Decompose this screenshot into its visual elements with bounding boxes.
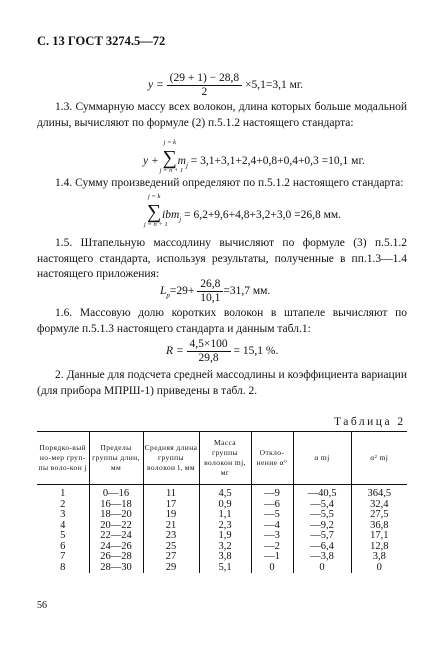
- table-cell: 5: [60, 530, 66, 541]
- equation-sum-mass: [143, 139, 365, 174]
- eq2-sum-upper: j = k: [163, 139, 176, 146]
- header-mean-length: Средняя длина группы волокон l, мм: [143, 432, 199, 485]
- header-length-limits: Пределы группы длин, мм: [89, 432, 143, 485]
- header-mass: Масса группы волокон mj, мг: [199, 432, 251, 485]
- table-cell: 3,8: [199, 552, 251, 563]
- header-alpha-m: α mj: [293, 432, 351, 485]
- table-cell: 27,5: [351, 510, 407, 521]
- table-row: [37, 510, 407, 521]
- eq3-sum-lower: j = n + 1: [144, 221, 168, 228]
- table-cell: 1,9: [199, 531, 251, 542]
- header-group-number: Порядко-вый но-мер груп-пы воло-кон j: [37, 432, 89, 485]
- eq3-sigma: j = k ∑ j = n + 1: [144, 193, 168, 228]
- table-cell: 17: [143, 500, 199, 511]
- table-cell: 6: [60, 540, 66, 552]
- table-cell: 4,5: [199, 485, 251, 500]
- table-cell: 1,1: [199, 510, 251, 521]
- table-cell: 24—26: [89, 542, 143, 553]
- eq1-denominator: 2: [201, 86, 208, 98]
- page-number: 56: [37, 600, 47, 611]
- eq4-rhs: =31,7 мм.: [223, 285, 271, 298]
- table-row: [37, 552, 407, 563]
- eq2-lhs: y +: [143, 155, 159, 167]
- table-cell: 2: [60, 498, 66, 510]
- eq5-fraction: [187, 338, 231, 365]
- paragraph-1-6: 1.6. Массовую долю коротких волокон в штапеле вычисляют по формуле п.5.1.3 настоящего стандарта и данным табл.1:: [37, 307, 407, 335]
- eq3-var: ibm: [162, 209, 180, 221]
- table-cell: 16—18: [89, 500, 143, 511]
- table-cell: 0: [293, 563, 351, 574]
- table-header-row: [37, 432, 407, 485]
- table-cell: 20—22: [89, 521, 143, 532]
- table-cell: 3: [60, 509, 66, 520]
- eq5-numerator: 4,5×100: [187, 338, 231, 352]
- equation-sum-products: [144, 193, 342, 228]
- table-cell: 12,8: [351, 542, 407, 553]
- table-cell: —3: [251, 531, 293, 542]
- eq2-sub: j: [185, 161, 188, 170]
- eq2-sigma: j = k ∑ j = n + 1: [159, 139, 184, 174]
- table-cell: 27: [143, 552, 199, 563]
- table-body: [37, 485, 407, 574]
- eq3-sum-upper: j = k: [148, 193, 161, 200]
- table-cell: 11: [143, 485, 199, 500]
- eq4-fraction: [197, 278, 223, 305]
- page-header: С. 13 ГОСТ 3274.5—72: [37, 34, 166, 48]
- table-caption: Таблица 2: [334, 416, 406, 428]
- table-cell: 25: [143, 542, 199, 553]
- eq2-rhs: = 3,1+3,1+2,4+0,8+0,4+0,3 =10,1 мг.: [187, 155, 365, 167]
- table-cell: —1: [251, 552, 293, 563]
- paragraph-2: 2. Данные для подсчета средней массодлины и коэффициента вариации (для прибора МПРШ-1) приведены в табл. 2.: [37, 369, 407, 397]
- table-cell: —9: [251, 485, 293, 500]
- eq2-var: m: [177, 155, 186, 167]
- eq4-sub: p: [166, 291, 170, 300]
- table-cell: —40,5: [293, 485, 351, 500]
- table-cell: —9,2: [293, 521, 351, 532]
- table-cell: 29: [143, 563, 199, 574]
- table-cell: —6,4: [293, 542, 351, 553]
- table-cell: 0: [351, 563, 407, 574]
- eq4-var: L: [160, 285, 167, 298]
- table-cell: 18—20: [89, 510, 143, 521]
- table-row: [37, 485, 407, 500]
- eq4-numerator: 26,8: [197, 278, 223, 292]
- table-cell: 28—30: [89, 563, 143, 574]
- eq1-numerator: (29 + 1) − 28,8: [167, 72, 243, 86]
- eq5-rhs: = 15,1 %.: [230, 345, 279, 358]
- table-cell: —5,7: [293, 531, 351, 542]
- equation-staple-length: [160, 278, 270, 305]
- data-table: [37, 431, 407, 573]
- eq3-rhs: = 6,2+9,6+4,8+3,2+3,0 =26,8 мм.: [181, 209, 342, 221]
- eq1-rhs: ×5,1=3,1 мг.: [245, 79, 304, 92]
- table-cell: —5,4: [293, 500, 351, 511]
- table-cell: 21: [143, 521, 199, 532]
- eq1-fraction: [167, 72, 243, 99]
- table-cell: 0—16: [89, 485, 143, 500]
- table-cell: 7: [60, 551, 66, 562]
- paragraph-1-5: 1.5. Штапельную массодлину вычисляют по формуле (3) п.5.1.2 настоящего стандарта, используя результаты, полученные в пп.1.3—1.4 настоящего приложения:: [37, 237, 407, 280]
- table-cell: —3,8: [293, 552, 351, 563]
- table-cell: 32,4: [351, 500, 407, 511]
- table-cell: 364,5: [351, 485, 407, 500]
- eq1-lhs: y =: [148, 79, 164, 92]
- table-cell: —4: [251, 521, 293, 532]
- eq4-lhs-rest: =29+: [169, 285, 195, 298]
- table-cell: 5,1: [199, 563, 251, 574]
- header-deviation: Откло-нение α°: [251, 432, 293, 485]
- table-cell: 8: [60, 561, 66, 573]
- table-cell: 22—24: [89, 531, 143, 542]
- eq5-lhs: R =: [166, 345, 184, 358]
- table-cell: —2: [251, 542, 293, 553]
- table-cell: 23: [143, 531, 199, 542]
- table-cell: —5: [251, 510, 293, 521]
- table-row: [37, 563, 407, 574]
- equation-y: [148, 72, 303, 99]
- table-cell: 0: [251, 563, 293, 574]
- table-cell: 36,8: [351, 521, 407, 532]
- paragraph-1-4: 1.4. Сумму произведений определяют по п.5.1.2 настоящего стандарта:: [55, 177, 404, 189]
- eq4-denominator: 10,1: [200, 292, 221, 304]
- header-alpha2-m: α² mj: [351, 432, 407, 485]
- table-row: [37, 531, 407, 542]
- table-cell: 26—28: [89, 552, 143, 563]
- paragraph-1-3: 1.3. Суммарную массу всех волокон, длина которых больше модальной длины, вычисляют по формуле (2) п.5.1.2 настоящего стандарта:: [37, 101, 407, 129]
- table-cell: 17,1: [351, 531, 407, 542]
- eq2-sum-lower: j = n + 1: [159, 167, 184, 174]
- table-cell: 0,9: [199, 500, 251, 511]
- table-cell: —5,5: [293, 510, 351, 521]
- table-cell: 3,8: [351, 552, 407, 563]
- table-cell: 3,2: [199, 542, 251, 553]
- table-cell: 4: [60, 519, 66, 531]
- table-cell: 19: [143, 510, 199, 521]
- eq3-sub: j: [179, 215, 182, 224]
- table-cell: —6: [251, 500, 293, 511]
- equation-short-fiber: [166, 338, 278, 365]
- eq5-denominator: 29,8: [198, 352, 219, 364]
- table-cell: 2,3: [199, 521, 251, 532]
- table-cell: 1: [60, 488, 66, 499]
